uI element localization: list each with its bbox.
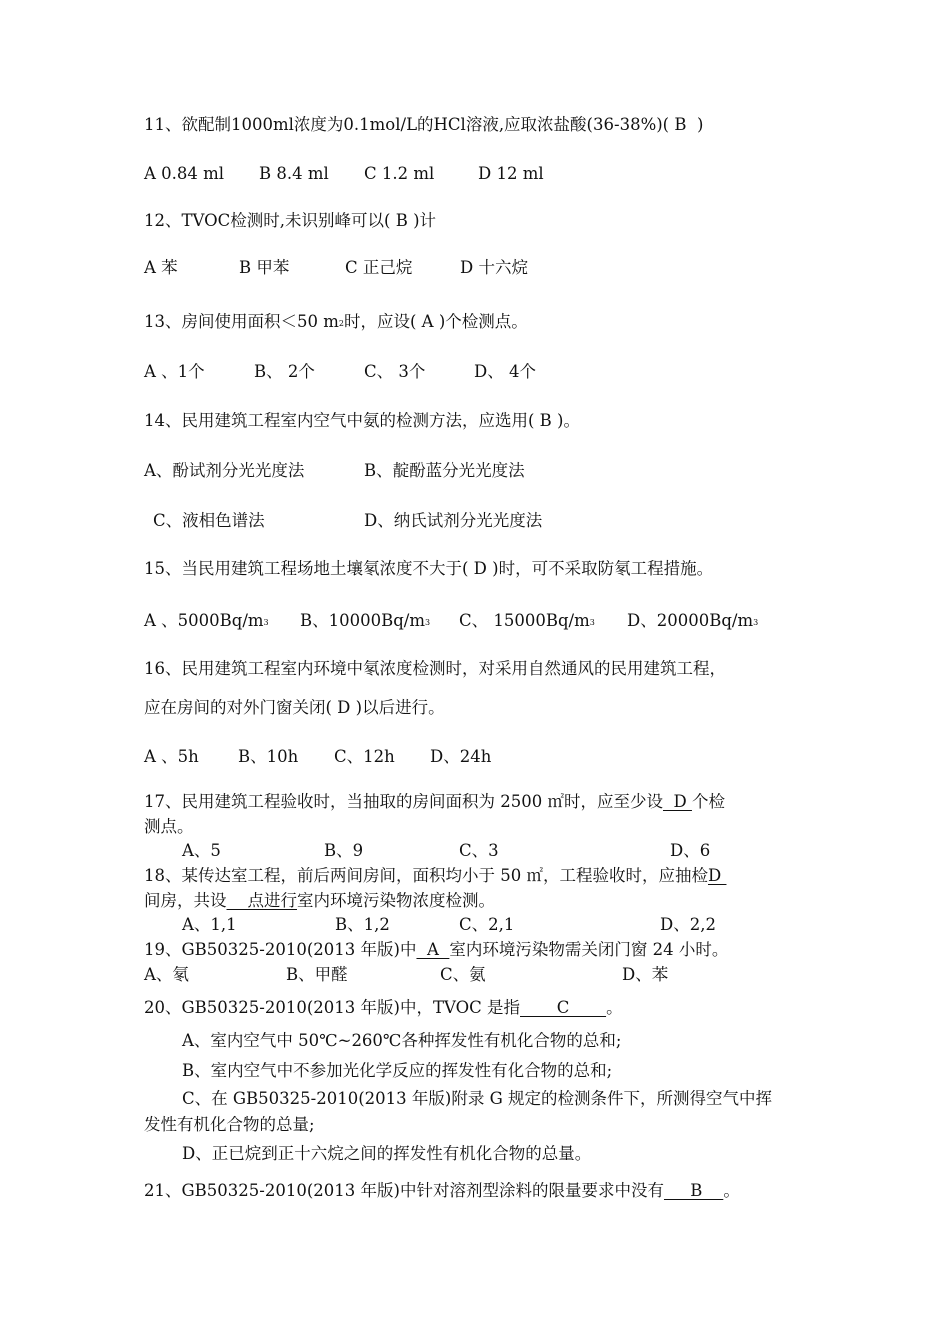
- option-19-a: A、氡: [144, 965, 189, 984]
- answer-blank: D: [662, 792, 692, 811]
- question-14: 14、民用建筑工程室内空气中氨的检测方法，应选用( B )。: [144, 411, 580, 430]
- option-17-c: C、3: [459, 841, 499, 860]
- option-13-a: A 、1个: [144, 362, 205, 381]
- answer-blank: B: [663, 1181, 724, 1200]
- option-15-c: C、 $15000Bq/m^3$: [459, 611, 595, 630]
- option-18-a: A、1,1: [182, 915, 237, 934]
- option-17-d: D、6: [670, 841, 711, 860]
- question-18-line-1: 18、某传达室工程，前后两间房间，面积均小于 50 ㎡，工程验收时，应抽检D: [144, 866, 727, 885]
- option-13-b: B、 2个: [254, 362, 315, 381]
- question-12: 12、TVOC检测时,未识别峰可以( B )计: [144, 211, 437, 230]
- question-18-line-2: 间房，共设 点进行室内环境污染物浓度检测。: [144, 891, 495, 910]
- question-11: 11、欲配制1000ml浓度为0.1mol/L的HCl溶液,应取浓盐酸(36-38%)( B ): [144, 115, 704, 134]
- option-20-d: D、正已烷到正十六烷之间的挥发性有机化合物的总量。: [182, 1144, 592, 1163]
- option-14-d: D、纳氏试剂分光光度法: [364, 511, 543, 530]
- option-16-d: D、24h: [430, 747, 492, 766]
- option-16-a: A 、5h: [144, 747, 199, 766]
- question-19: 19、GB50325-2010(2013 年版)中 A 室内环境污染物需关闭门窗 24 小时。: [144, 940, 729, 959]
- option-15-b: B、$10000Bq/m^3$: [300, 611, 431, 630]
- answer-blank: 点进行: [226, 891, 297, 910]
- option-11-a: A 0.84 ml: [144, 164, 225, 183]
- option-13-d: D、 4个: [474, 362, 536, 381]
- option-14-b: B、靛酚蓝分光光度法: [364, 461, 525, 480]
- option-20-c: C、在 GB50325-2010(2013 年版)附录 G 规定的检测条件下，所测得空气中挥: [182, 1089, 773, 1108]
- option-12-a: A 苯: [144, 258, 178, 277]
- option-13-c: C、 3个: [364, 362, 426, 381]
- question-20: 20、GB50325-2010(2013 年版)中，TVOC 是指 C 。: [144, 998, 623, 1017]
- option-16-b: B、10h: [238, 747, 299, 766]
- option-20-c-continued: 发性有机化合物的总量;: [144, 1115, 315, 1134]
- option-18-b: B、1,2: [335, 915, 390, 934]
- answer-blank: D: [707, 866, 727, 885]
- option-14-c: C、液相色谱法: [153, 511, 265, 530]
- question-17-line-2: 测点。: [144, 817, 194, 836]
- option-15-d: D、$20000Bq/m^3$: [627, 611, 759, 630]
- answer-blank: A: [416, 940, 450, 959]
- answer-blank: C: [520, 998, 607, 1017]
- option-16-c: C、12h: [334, 747, 395, 766]
- option-12-d: D 十六烷: [460, 258, 528, 277]
- option-20-b: B、室内空气中不参加光化学反应的挥发性有化合物的总和;: [182, 1061, 613, 1080]
- question-15: 15、当民用建筑工程场地土壤氡浓度不大于( D )时，可不采取防氡工程措施。: [144, 559, 714, 578]
- option-20-a: A、室内空气中 50℃~260℃各种挥发性有机化合物的总和;: [182, 1031, 622, 1050]
- option-11-d: D 12 ml: [478, 164, 544, 183]
- option-17-b: B、9: [324, 841, 364, 860]
- question-17-line-1: 17、民用建筑工程验收时，当抽取的房间面积为 2500 ㎡时，应至少设 D 个检: [144, 792, 725, 811]
- option-18-c: C、2,1: [459, 915, 515, 934]
- option-19-c: C、氨: [440, 965, 486, 984]
- option-12-c: C 正己烷: [345, 258, 413, 277]
- question-16-line-2: 应在房间的对外门窗关闭( D )以后进行。: [144, 698, 445, 717]
- option-11-c: C 1.2 ml: [364, 164, 435, 183]
- option-12-b: B 甲苯: [239, 258, 290, 277]
- option-11-b: B 8.4 ml: [259, 164, 329, 183]
- question-21: 21、GB50325-2010(2013 年版)中针对溶剂型涂料的限量要求中没有 B 。: [144, 1181, 740, 1200]
- option-18-d: D、2,2: [660, 915, 716, 934]
- option-19-d: D、苯: [622, 965, 669, 984]
- question-13: 13、房间使用面积＜50 $m^2$时，应设( A )个检测点。: [144, 312, 528, 331]
- option-15-a: A 、$5000Bq/m^3$: [144, 611, 269, 630]
- option-14-a: A、酚试剂分光光度法: [144, 461, 305, 480]
- option-17-a: A、5: [182, 841, 221, 860]
- question-16-line-1: 16、民用建筑工程室内环境中氡浓度检测时，对采用自然通风的民用建筑工程，: [144, 659, 726, 678]
- option-19-b: B、甲醛: [286, 965, 348, 984]
